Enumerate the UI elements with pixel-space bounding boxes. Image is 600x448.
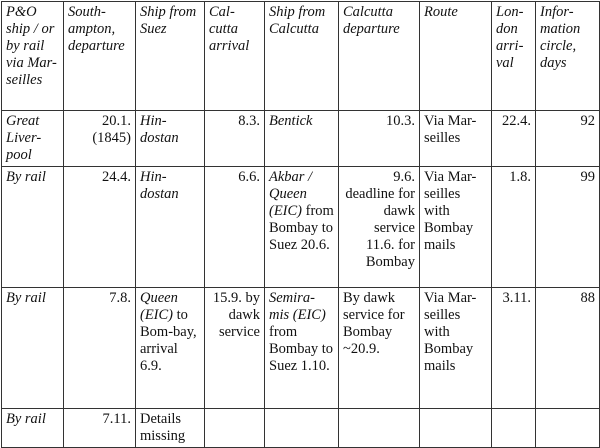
mail-route-table	[1, 1, 600, 448]
table-row	[2, 167, 600, 288]
cell-ship-from-calcutta	[265, 409, 339, 448]
header-route: Route	[420, 2, 492, 111]
cell-information-days	[536, 409, 600, 448]
header-ship-from-suez: Ship from Suez	[136, 2, 205, 111]
cell-london-arrival: 3.11.	[492, 288, 536, 409]
table-row	[2, 409, 600, 448]
cell-ship-from-suez: Details missing	[136, 409, 205, 448]
header-calcutta-arrival: Cal-cutta arrival	[205, 2, 265, 111]
header-ship-from-calcutta: Ship from Calcutta	[265, 2, 339, 111]
cell-calcutta-arrival: 6.6.	[205, 167, 265, 288]
cell-ship-from-calcutta	[265, 288, 339, 409]
header-london-arrival: Lon-don arri-val	[492, 2, 536, 111]
cell-route: Via Mar-seilles with Bombay mails	[420, 288, 492, 409]
cell-ship: Great Liver-pool	[2, 111, 64, 167]
header-southampton-departure: South-ampton, departure	[64, 2, 136, 111]
cell-ship-from-suez	[136, 288, 205, 409]
ship-voyage-note: from Bombay to Suez 20.6.	[269, 203, 334, 253]
cell-calcutta-departure	[339, 409, 420, 448]
cell-ship-from-calcutta	[265, 167, 339, 288]
cell-ship: By rail	[2, 409, 64, 448]
cell-ship-from-calcutta: Bentick	[265, 111, 339, 167]
ship-name: Queen (EIC)	[140, 290, 178, 323]
cell-london-arrival	[492, 409, 536, 448]
ship-voyage-note: to Bom-bay, arrival 6.9.	[140, 307, 197, 374]
cell-southampton-departure: 7.8.	[64, 288, 136, 409]
cell-calcutta-arrival: 8.3.	[205, 111, 265, 167]
cell-london-arrival: 22.4.	[492, 111, 536, 167]
cell-calcutta-arrival: 15.9. by dawk service	[205, 288, 265, 409]
cell-route	[420, 409, 492, 448]
cell-southampton-departure: 7.11.	[64, 409, 136, 448]
cell-calcutta-departure: 10.3.	[339, 111, 420, 167]
cell-london-arrival: 1.8.	[492, 167, 536, 288]
cell-calcutta-arrival	[205, 409, 265, 448]
ship-name: Akbar / Queen (EIC)	[269, 169, 313, 219]
ship-voyage-note: from Bombay to Suez 1.10.	[269, 324, 334, 374]
cell-route: Via Mar-seilles with Bombay mails	[420, 167, 492, 288]
header-calcutta-departure: Calcutta departure	[339, 2, 420, 111]
header-row	[2, 2, 600, 111]
cell-route: Via Mar-seilles	[420, 111, 492, 167]
table-row	[2, 111, 600, 167]
cell-information-days: 92	[536, 111, 600, 167]
cell-ship-from-suez: Hin-dostan	[136, 167, 205, 288]
cell-ship: By rail	[2, 288, 64, 409]
cell-ship: By rail	[2, 167, 64, 288]
table-row	[2, 288, 600, 409]
cell-southampton-departure: 24.4.	[64, 167, 136, 288]
header-ship: P&O ship / or by rail via Mar-seilles	[2, 2, 64, 111]
cell-calcutta-departure: By dawk service for Bombay ~20.9.	[339, 288, 420, 409]
cell-calcutta-departure: 9.6. deadline for dawk service 11.6. for Bombay	[339, 167, 420, 288]
cell-southampton-departure: 20.1. (1845)	[64, 111, 136, 167]
ship-name: Semira-mis (EIC)	[269, 290, 326, 323]
header-information-circle: Infor-mation circle, days	[536, 2, 600, 111]
cell-information-days: 99	[536, 167, 600, 288]
cell-information-days: 88	[536, 288, 600, 409]
cell-ship-from-suez: Hin-dostan	[136, 111, 205, 167]
